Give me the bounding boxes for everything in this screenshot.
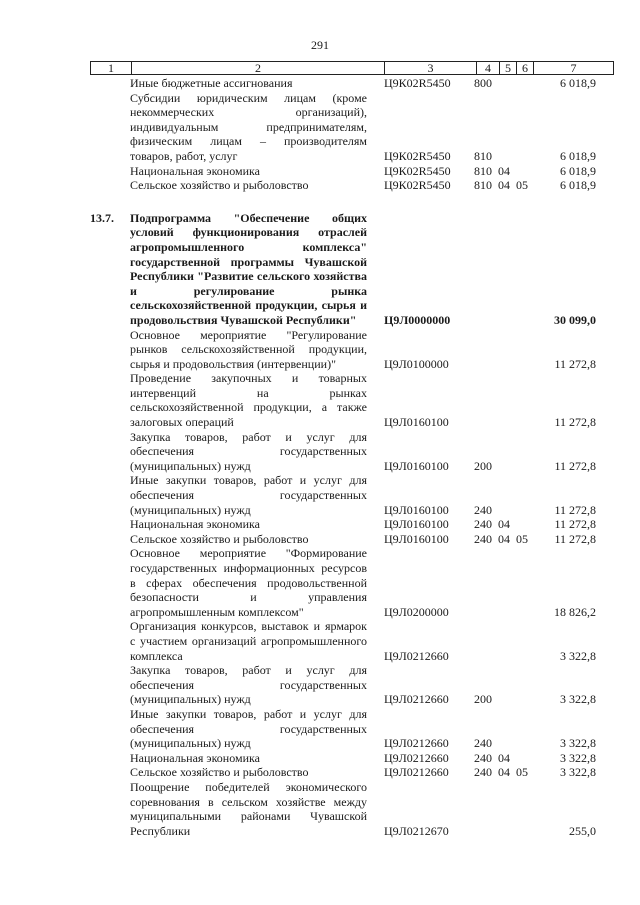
row-name: Основное мероприятие "Формирование государственных информационных ресурсов в сферах обеспечения продовольственной безопасности и управления агропромышленным комплексом"	[130, 546, 367, 619]
row-sum: 6 018,9	[560, 148, 596, 163]
row-vr: 240	[474, 502, 492, 517]
row-vr: 240	[474, 517, 492, 532]
row-name: Национальная экономика	[130, 517, 260, 532]
row-code: Ц9К02R5450	[384, 163, 451, 178]
row-name: Сельское хозяйство и рыболовство	[130, 765, 309, 780]
row-vr: 240	[474, 531, 492, 546]
row-vr: 240	[474, 736, 492, 751]
header-col-3: 3	[385, 62, 477, 75]
row-name: Иные закупки товаров, работ и услуг для обеспечения государственных (муниципальных) нужд	[130, 706, 367, 751]
header-col-2: 2	[132, 62, 385, 75]
row-sum: 3 322,8	[560, 736, 596, 751]
row-code: Ц9К02R5450	[384, 178, 451, 193]
row-code: Ц9Л0200000	[384, 604, 449, 619]
row-vr: 810	[474, 178, 492, 193]
table-row	[0, 517, 640, 532]
row-sum: 6 018,9	[560, 178, 596, 193]
row-code: Ц9Л0160100	[384, 458, 449, 473]
row-rz: 04	[498, 163, 510, 178]
row-sum: 6 018,9	[560, 163, 596, 178]
row-sum: 11 272,8	[554, 517, 596, 532]
row-code: Ц9Л0212660	[384, 736, 449, 751]
row-code: Ц9К02R5450	[384, 148, 451, 163]
row-sum: 11 272,8	[554, 356, 596, 371]
row-vr: 200	[474, 458, 492, 473]
row-name: Национальная экономика	[130, 163, 260, 178]
row-code: Ц9Л0212660	[384, 692, 449, 707]
row-rz: 04	[498, 531, 510, 546]
row-rz: 04	[498, 750, 510, 765]
row-name: Проведение закупочных и товарных интервенций на рынках сельскохозяйственной продукции, а также залоговых операций	[130, 371, 367, 430]
table-row	[0, 211, 640, 328]
row-name: Организация конкурсов, выставок и ярмарок с участием организаций агропромышленного комплекса	[130, 619, 367, 663]
row-sum: 3 322,8	[560, 765, 596, 780]
row-name: Закупка товаров, работ и услуг для обеспечения государственных (муниципальных) нужд	[130, 663, 367, 707]
row-code: Ц9Л0160100	[384, 517, 449, 532]
table-row	[0, 663, 640, 707]
row-pr: 05	[516, 765, 528, 780]
row-sum: 11 272,8	[554, 531, 596, 546]
row-name: Закупка товаров, работ и услуг для обеспечения государственных (муниципальных) нужд	[130, 429, 367, 473]
row-rz: 04	[498, 765, 510, 780]
table-row	[0, 765, 640, 780]
table-row	[0, 532, 640, 547]
row-name: Иные бюджетные ассигнования	[130, 76, 293, 90]
row-name: Сельское хозяйство и рыболовство	[130, 178, 309, 193]
row-vr: 810	[474, 163, 492, 178]
row-code: Ц9К02R5450	[384, 76, 451, 90]
row-name: Сельское хозяйство и рыболовство	[130, 531, 309, 546]
row-number: 13.7.	[90, 210, 114, 225]
row-sum: 11 272,8	[554, 415, 596, 430]
table-row	[0, 91, 640, 164]
row-vr: 810	[474, 148, 492, 163]
row-code: Ц9Л0000000	[384, 312, 451, 327]
table-row	[0, 751, 640, 766]
row-pr: 05	[516, 178, 528, 193]
table-row	[0, 178, 640, 193]
row-rz: 04	[498, 517, 510, 532]
row-name: Подпрограмма "Обеспечение общих условий функционирования отраслей агропромышленного комплекса" государственной программы Чувашской Республики "Развитие сельского хозяйства и регулирование рынка сельскохозяйственной продукции, сырья и продовольствия Чувашской Республики"	[130, 210, 367, 327]
header-col-1: 1	[91, 62, 132, 75]
budget-table-body	[0, 76, 640, 838]
row-vr: 240	[474, 765, 492, 780]
row-name: Национальная экономика	[130, 750, 260, 765]
row-name: Иные закупки товаров, работ и услуг для обеспечения государственных (муниципальных) нужд	[130, 473, 367, 517]
row-sum: 6 018,9	[560, 76, 596, 90]
row-code: Ц9Л0160100	[384, 415, 449, 430]
table-row	[0, 76, 640, 91]
table-row	[0, 371, 640, 429]
row-code: Ц9Л0212660	[384, 750, 449, 765]
table-row	[0, 473, 640, 517]
row-code: Ц9Л0160100	[384, 502, 449, 517]
row-code: Ц9Л0212670	[384, 823, 449, 838]
header-col-4: 4	[477, 62, 500, 75]
row-rz: 04	[498, 178, 510, 193]
row-name: Основное мероприятие "Регулирование рынков сельскохозяйственной продукции, сырья и продовольствия (интервенции)"	[130, 327, 367, 371]
table-row	[0, 780, 640, 838]
page-number: 291	[311, 38, 329, 52]
header-col-5: 5	[500, 62, 517, 75]
row-code: Ц9Л0100000	[384, 356, 449, 371]
row-code: Ц9Л0212660	[384, 648, 449, 663]
row-sum: 11 272,8	[554, 502, 596, 517]
table-header	[90, 61, 614, 75]
row-pr: 05	[516, 531, 528, 546]
table-row	[0, 546, 640, 619]
row-code: Ц9Л0160100	[384, 531, 449, 546]
table-row	[0, 164, 640, 179]
table-row	[0, 619, 640, 663]
row-sum: 3 322,8	[560, 648, 596, 663]
table-row	[0, 328, 640, 372]
header-col-7: 7	[534, 62, 614, 75]
row-name: Субсидии юридическим лицам (кроме некоммерческих организаций), индивидуальным предпринимателям, физическим лицам – производителям товаров, работ, услуг	[130, 90, 367, 163]
row-sum: 255,0	[569, 823, 596, 838]
row-sum: 30 099,0	[554, 312, 596, 327]
row-code: Ц9Л0212660	[384, 765, 449, 780]
row-sum: 3 322,8	[560, 692, 596, 707]
row-vr: 800	[474, 76, 492, 90]
row-vr: 240	[474, 750, 492, 765]
row-name: Поощрение победителей экономического соревнования в сельском хозяйстве между муниципальными районами Чувашской Республики	[130, 779, 367, 838]
header-col-6: 6	[517, 62, 534, 75]
row-sum: 11 272,8	[554, 458, 596, 473]
row-spacer	[0, 193, 640, 211]
row-sum: 18 826,2	[554, 604, 596, 619]
table-row	[0, 707, 640, 751]
row-sum: 3 322,8	[560, 750, 596, 765]
table-row	[0, 430, 640, 474]
row-vr: 200	[474, 692, 492, 707]
